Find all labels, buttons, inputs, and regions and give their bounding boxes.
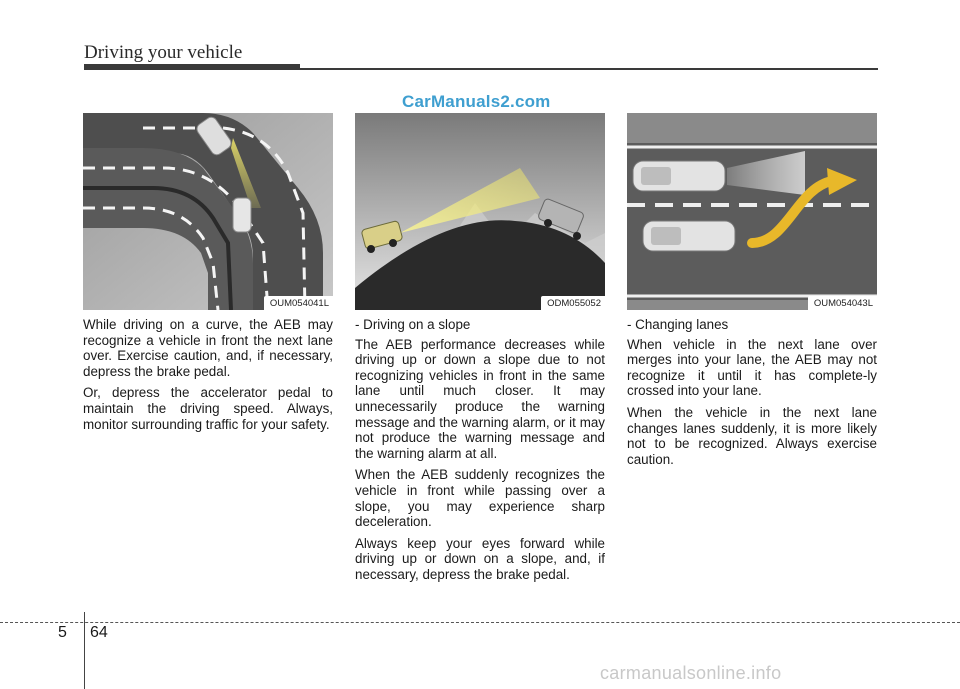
section-heading: - Driving on a slope — [355, 317, 471, 332]
footer-vertical-rule — [84, 612, 85, 689]
footer-page-number: 64 — [90, 624, 108, 641]
watermark-text: CarManuals2.com — [402, 92, 551, 111]
figure-code: ODM055052 — [541, 296, 605, 310]
figure-lane-change — [627, 113, 877, 310]
paragraph: When vehicle in the next lane over merges into your lane, the AEB may not recognize it until it has complete-ly crossed into your lane. — [627, 336, 877, 399]
column-lane-change — [627, 113, 877, 473]
column-curve — [83, 113, 333, 438]
paragraph: While driving on a curve, the AEB may recognize a vehicle in front the next lane over. Exercise caution, and, if necessary, depress the brake pedal. — [83, 317, 333, 379]
paragraph: The AEB performance decreases while driving up or down a slope due to not recognizing vehicles in front in the same lane until much closer. It may unnecessarily produce the warning message and the warning alarm, or it may not produce the warning message and the warning alarm at all. — [355, 336, 605, 461]
paragraph: When the AEB suddenly recognizes the vehicle in front while passing over a slope, you may experience sharp deceleration. — [355, 467, 605, 530]
page-header-title: Driving your vehicle — [84, 42, 243, 63]
site-watermark: carmanualsonline.info — [600, 663, 782, 683]
footer-dashed-rule — [0, 622, 960, 623]
header-rule-thin — [300, 68, 878, 70]
figure-slope — [355, 113, 605, 310]
figure-code: OUM054041L — [264, 296, 333, 310]
figure-curve — [83, 113, 333, 310]
column-text — [355, 317, 605, 583]
slope-illustration — [355, 113, 605, 310]
column-text — [83, 317, 333, 432]
paragraph: Or, depress the accelerator pedal to maintain the driving speed. Always, monitor surrounding traffic for your safety. — [83, 385, 333, 432]
curve-road-illustration — [83, 113, 333, 310]
figure-code: OUM054043L — [808, 296, 877, 310]
paragraph: Always keep your eyes forward while driving up or down on a slope, and, if necessary, depress the brake pedal. — [355, 535, 605, 582]
paragraph: When the vehicle in the next lane changes lanes suddenly, it is more likely not to be recognized. Always exercise caution. — [627, 404, 877, 467]
footer-section-number: 5 — [58, 624, 67, 641]
column-text — [627, 317, 877, 467]
column-slope — [355, 113, 605, 589]
section-heading: - Changing lanes — [627, 317, 729, 332]
header-rule-thick — [84, 64, 300, 70]
lane-change-illustration — [627, 113, 877, 310]
